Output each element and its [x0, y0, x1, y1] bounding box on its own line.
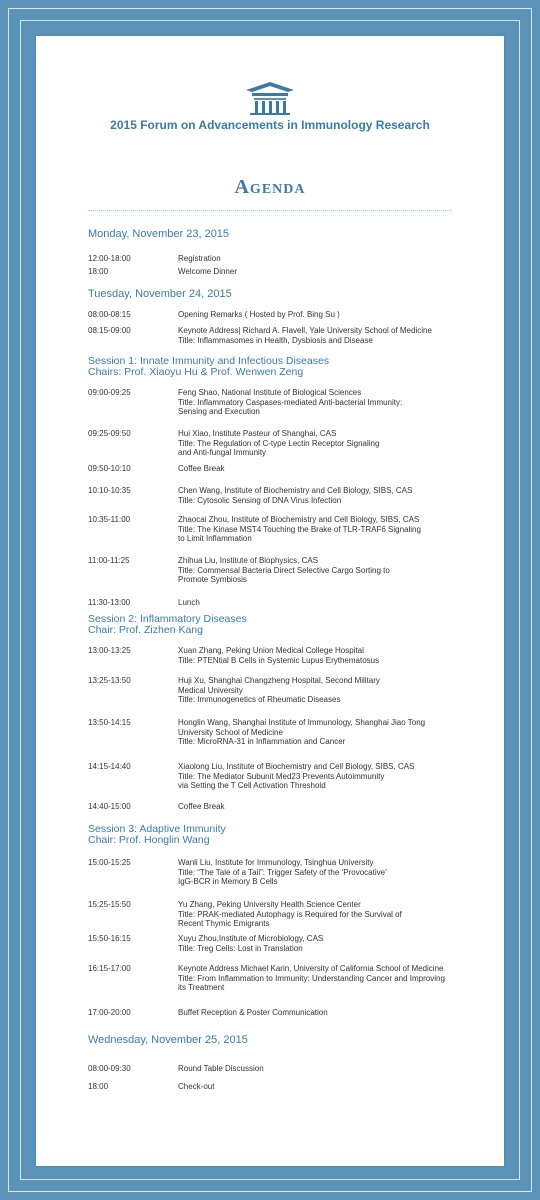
- agenda-line: Hui Xiao, Institute Pasteur of Shanghai, CAS: [178, 429, 337, 438]
- agenda-line: Title: Inflammasomes in Health, Dysbiosis and Disease: [178, 335, 373, 345]
- agenda-line: University School of Medicine: [178, 727, 283, 737]
- agenda-description: [178, 718, 478, 747]
- agenda-line: Title: From Inflammation to Immunity: Understanding Cancer and Improving: [178, 973, 445, 983]
- agenda-description: [178, 858, 478, 887]
- agenda-time: 08:15-09:00: [88, 326, 131, 335]
- agenda-description: [178, 556, 478, 585]
- session-title: Session 1: Innate Immunity and Infectious Diseases: [88, 355, 330, 367]
- agenda-line: its Treatment: [178, 983, 225, 993]
- agenda-line: Coffee Break: [178, 464, 225, 473]
- agenda-time: 18:00: [88, 1082, 109, 1091]
- agenda-time: 09:50-10:10: [88, 464, 131, 473]
- agenda-description: [178, 515, 478, 544]
- agenda-line: Coffee Break: [178, 802, 225, 811]
- agenda-description: [178, 429, 478, 458]
- agenda-time: 08:00-09:30: [88, 1064, 131, 1073]
- agenda-time: 11:30-13:00: [88, 598, 131, 607]
- session-chair: Chairs: Prof. Xiaoyu Hu & Prof. Wenwen Zeng: [88, 366, 304, 378]
- agenda-time: 16:15-17:00: [88, 964, 131, 973]
- agenda-description: [178, 802, 478, 812]
- agenda-line: Title: The Mediator Subunit Med23 Prevents Autoimmunity: [178, 771, 385, 781]
- agenda-line: Lunch: [178, 598, 200, 607]
- agenda-time: 10:35-11:00: [88, 515, 131, 524]
- agenda-title: Agenda: [234, 176, 306, 198]
- session-heading: [88, 614, 247, 636]
- agenda-line: Title: MicroRNA-31 in Inflammation and Cancer: [178, 737, 346, 747]
- day-heading: Monday, November 23, 2015: [88, 228, 230, 240]
- agenda-line: and Anti-fungal Immunity: [178, 448, 267, 458]
- agenda-line: Xuan Zhang, Peking Union Medical College Hospital: [178, 646, 364, 655]
- agenda-time: 10:10-10:35: [88, 486, 131, 495]
- agenda-description: [178, 1082, 478, 1092]
- agenda-line: Medical University: [178, 685, 243, 695]
- agenda-time: 14:15-14:40: [88, 762, 131, 771]
- session-title: Session 3: Adaptive Immunity: [88, 823, 226, 835]
- agenda-line: Check-out: [178, 1082, 215, 1091]
- day-heading: Wednesday, November 25, 2015: [88, 1034, 248, 1046]
- agenda-line: Xuyu Zhou,Institute of Microbiology, CAS: [178, 934, 324, 943]
- agenda-description: [178, 267, 478, 277]
- agenda-card: [36, 36, 504, 1166]
- agenda-description: [178, 326, 478, 345]
- agenda-description: [178, 762, 478, 791]
- agenda-line: Recent Thymic Emigrants: [178, 919, 270, 929]
- agenda-line: Sensing and Execution: [178, 407, 260, 417]
- agenda-line: Huji Xu, Shanghai Changzheng Hospital, Second Military: [178, 676, 380, 685]
- agenda-time: 13:00-13:25: [88, 646, 131, 655]
- agenda-line: Title: Treg Cells: Lost in Translation: [178, 943, 303, 953]
- agenda-line: Yu Zhang, Peking University Health Science Center: [178, 900, 361, 909]
- agenda-time: 11:00-11:25: [88, 556, 130, 565]
- agenda-line: Chen Wang, Institute of Biochemistry and Cell Biology, SIBS, CAS: [178, 486, 413, 495]
- agenda-line: Xiaolong Liu, Institute of Biochemistry and Cell Biology, SIBS, CAS: [178, 762, 415, 771]
- agenda-description: [178, 1064, 478, 1074]
- agenda-line: Buffet Reception & Poster Communication: [178, 1008, 328, 1017]
- session-heading: [88, 824, 226, 846]
- agenda-description: [178, 964, 478, 993]
- agenda-line: Round Table Discussion: [178, 1064, 264, 1073]
- agenda-time: 14:40-15:00: [88, 802, 131, 811]
- agenda-time: 09:00-09:25: [88, 388, 131, 397]
- agenda-line: Title: Cytosolic Sensing of DNA Virus Infection: [178, 495, 342, 505]
- agenda-description: [178, 388, 478, 417]
- agenda-description: [178, 598, 478, 608]
- agenda-line: IgG-BCR in Memory B Cells: [178, 877, 278, 887]
- session-heading: [88, 356, 329, 378]
- agenda-line: Registration: [178, 254, 221, 263]
- agenda-time: 12:00-18:00: [88, 254, 131, 263]
- session-chair: Chair: Prof. Zizhen Kang: [88, 624, 203, 636]
- agenda-line: Title: “The Tale of a Tail”: Trigger Safety of the ‘Provocative’: [178, 867, 387, 877]
- agenda-description: [178, 254, 478, 264]
- agenda-description: [178, 934, 478, 953]
- agenda-line: via Setting the T Cell Activation Threshold: [178, 781, 326, 791]
- session-chair: Chair: Prof. Honglin Wang: [88, 834, 210, 846]
- agenda-description: [178, 900, 478, 929]
- building-logo-icon: [242, 80, 298, 116]
- agenda-time: 13:50-14:15: [88, 718, 131, 727]
- agenda-line: Title: Commensal Bacteria Direct Selective Cargo Sorting to: [178, 565, 390, 575]
- agenda-line: Title: Inflammatory Caspases-mediated Anti-bacterial Immunity:: [178, 397, 403, 407]
- agenda-line: Zhihua Liu, Institute of Biophysics, CAS: [178, 556, 319, 565]
- agenda-line: Title: PTENtial B Cells in Systemic Lupus Erythematosus: [178, 655, 380, 665]
- agenda-description: [178, 646, 478, 665]
- agenda-line: Keynote Address Michael Karin, University of California School of Medicine: [178, 964, 444, 973]
- agenda-line: Welcome Dinner: [178, 267, 237, 276]
- forum-title: 2015 Forum on Advancements in Immunology Research: [110, 118, 430, 132]
- agenda-line: Promote Symbiosis: [178, 575, 247, 585]
- agenda-time: 09:25-09:50: [88, 429, 131, 438]
- agenda-line: Opening Remarks ( Hosted by Prof. Bing Su ): [178, 310, 340, 319]
- agenda-line: Keynote Address| Richard A. Flavell, Yale University School of Medicine: [178, 326, 432, 335]
- agenda-line: Title: Immunogenetics of Rheumatic Diseases: [178, 695, 341, 705]
- agenda-line: Title: PRAK-mediated Autophagy is Required for the Survival of: [178, 909, 402, 919]
- agenda-time: 18:00: [88, 267, 109, 276]
- agenda-description: [178, 1008, 478, 1018]
- agenda-description: [178, 486, 478, 505]
- agenda-description: [178, 464, 478, 474]
- agenda-line: Title: The Kinase MST4 Touching the Brake of TLR-TRAF6 Signaling: [178, 524, 421, 534]
- agenda-description: [178, 676, 478, 705]
- agenda-line: Title: The Regulation of C-type Lectin Receptor Signaling: [178, 438, 380, 448]
- agenda-line: Zhaocai Zhou, Institute of Biochemistry and Cell Biology, SIBS, CAS: [178, 515, 420, 524]
- agenda-time: 08:00-08:15: [88, 310, 131, 319]
- agenda-time: 15:00-15:25: [88, 858, 131, 867]
- session-title: Session 2: Inflammatory Diseases: [88, 613, 247, 625]
- agenda-line: Feng Shao, National Institute of Biological Sciences: [178, 388, 362, 397]
- agenda-description: [178, 310, 478, 320]
- agenda-time: 15:50-16:15: [88, 934, 131, 943]
- agenda-time: 13:25-13:50: [88, 676, 131, 685]
- agenda-time: 15:25-15:50: [88, 900, 131, 909]
- agenda-line: Wanli Liu, Institute for Immunology, Tsinghua University: [178, 858, 374, 867]
- day-heading: Tuesday, November 24, 2015: [88, 288, 232, 300]
- agenda-time: 17:00-20:00: [88, 1008, 131, 1017]
- agenda-line: to Limit Inflammation: [178, 534, 252, 544]
- agenda-line: Honglin Wang, Shanghai Institute of Immunology, Shanghai Jiao Tong: [178, 718, 426, 727]
- divider: [88, 210, 452, 211]
